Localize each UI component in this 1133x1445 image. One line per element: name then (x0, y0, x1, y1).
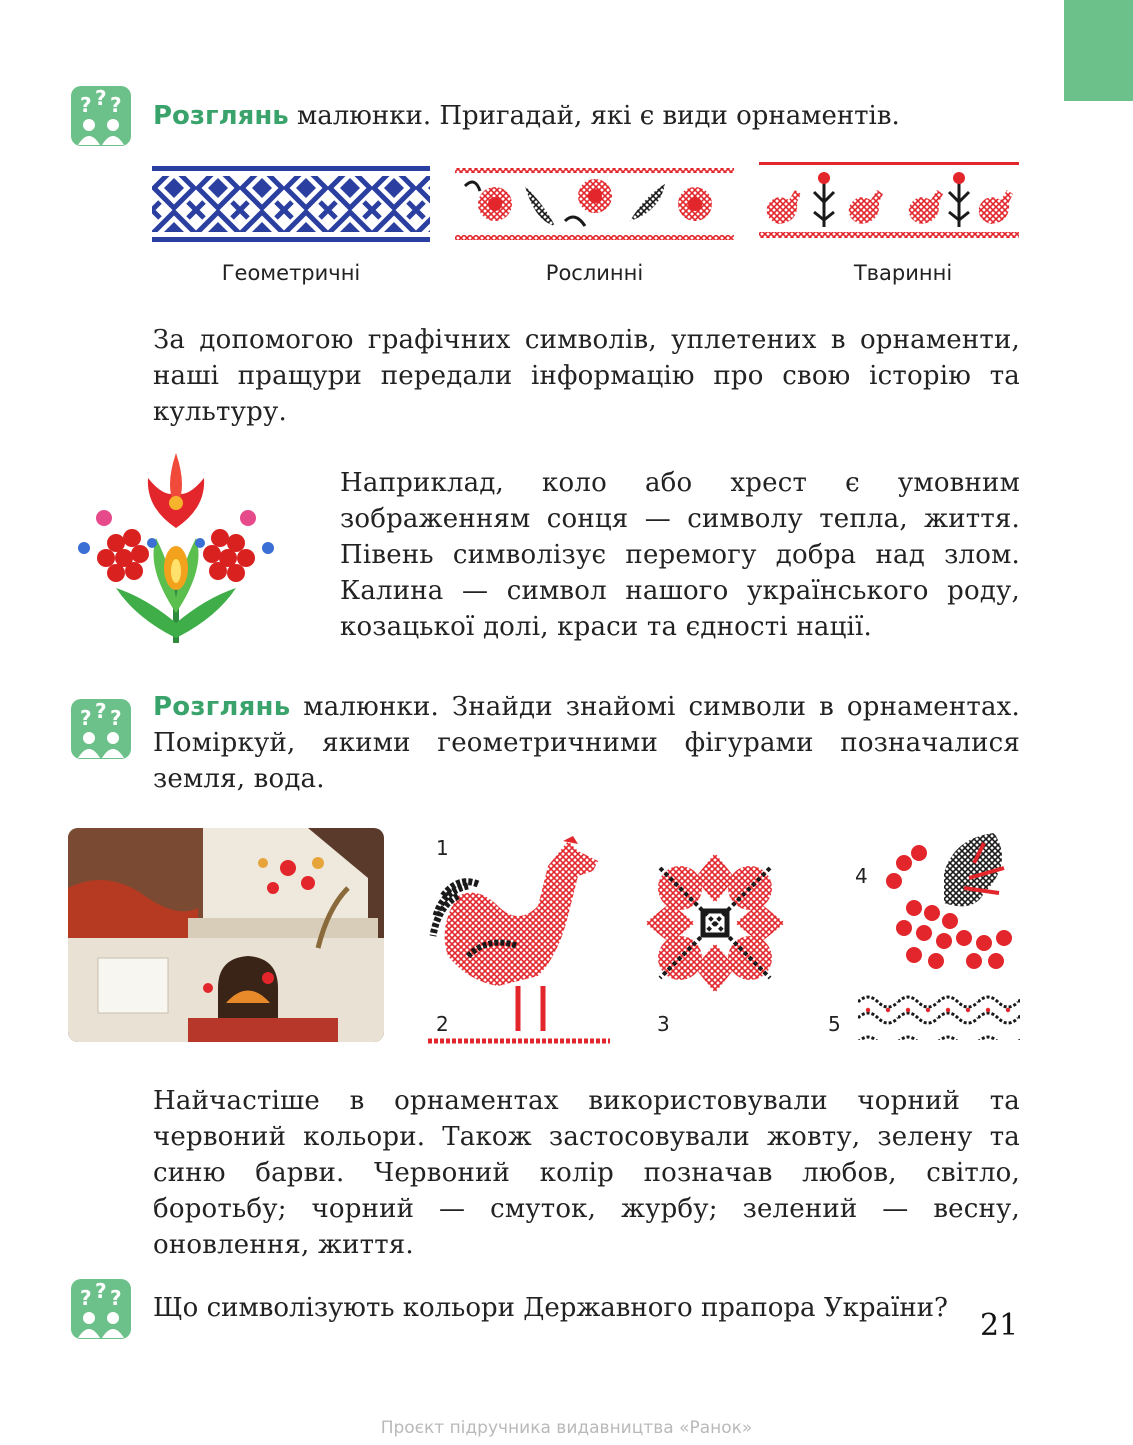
label-number-3: 3 (657, 1012, 670, 1036)
page-number: 21 (980, 1308, 1019, 1343)
star-rosette-embroidery (640, 848, 790, 998)
task1-text: малюнки. Пригадай, які є види орнаментів. (288, 101, 900, 131)
corner-tab (1064, 0, 1133, 101)
animal-ornament (759, 162, 1019, 244)
label-number-5: 5 (828, 1012, 841, 1036)
petrykivka-flower-image (76, 448, 276, 648)
paragraph-colors: Найчастіше в орнаментах використовували чорний та червоний кольори. Також застосовували жовту, зелену та синю барви. Червоний колір позначав любов, світло, боротьбу; чорний — смуток, журбу; зелений — весну, оновлення, життя. (153, 1086, 1020, 1260)
painted-stove-photo (68, 828, 384, 1042)
water-wave-embroidery (858, 990, 1020, 1040)
rooster-embroidery (428, 836, 610, 1048)
label-number-2: 2 (436, 1012, 449, 1036)
floral-ornament (455, 166, 734, 242)
svg-text:?: ? (110, 93, 122, 117)
geometric-ornament (152, 166, 430, 242)
paragraph-symbol-meanings: Наприклад, коло або хрест є умовним зображенням сонця — символу тепла, життя. Півень символізує перемогу добра над злом. Калина — символ нашого українського роду, козацької долі, краси та єдності нації. (340, 468, 1020, 642)
viburnum-embroidery (884, 833, 1020, 973)
task1-instruction (153, 98, 1053, 134)
task2-keyword: Розглянь (153, 692, 291, 722)
svg-text:?: ? (95, 1279, 107, 1303)
flag-question: Що символізують кольори Державного прапора України? (153, 1293, 948, 1323)
task2-text: малюнки. Знайди знайомі символи в орнаментах. Поміркуй, якими геометричними фігурами позначалися земля, вода. (153, 692, 1020, 794)
caption-animal: Тваринні (853, 261, 953, 285)
svg-text:?: ? (80, 706, 92, 730)
caption-floral: Рослинні (545, 261, 644, 285)
label-number-1: 1 (436, 836, 449, 860)
svg-text:?: ? (110, 1286, 122, 1310)
think-question-icon (70, 1278, 132, 1340)
svg-text:?: ? (80, 1286, 92, 1310)
think-question-icon (70, 698, 132, 760)
task2-instruction (153, 689, 1020, 797)
caption-geometric: Геометричні (221, 261, 361, 285)
label-number-4: 4 (855, 864, 868, 888)
svg-text:?: ? (80, 93, 92, 117)
svg-text:?: ? (95, 86, 107, 110)
svg-text:?: ? (95, 699, 107, 723)
footer-watermark: Проєкт підручника видавництва «Ранок» (380, 1418, 753, 1438)
think-question-icon (70, 85, 132, 147)
task1-keyword: Розглянь (153, 101, 289, 131)
paragraph-symbols-history: За допомогою графічних символів, уплетених в орнаменти, наші пращури передали інформацію про свою історію та культуру. (153, 325, 1020, 427)
svg-text:?: ? (110, 706, 122, 730)
